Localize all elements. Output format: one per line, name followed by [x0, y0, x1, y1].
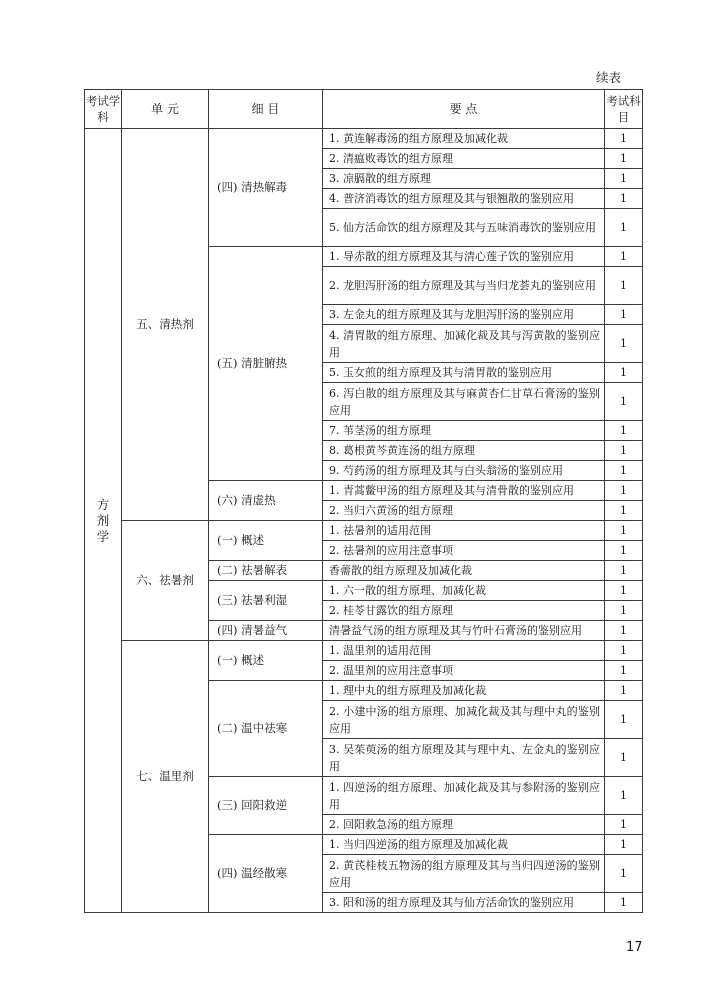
point-cell: 7. 苇茎汤的组方原理 — [323, 421, 605, 441]
header-level: 考试科目 — [605, 90, 643, 129]
point-cell: 1. 祛暑剂的适用范围 — [323, 521, 605, 541]
detail-cell: (四) 清热解毒 — [209, 129, 323, 247]
level-cell: 1 — [605, 129, 643, 149]
point-cell: 9. 芍药汤的组方原理及其与白头翁汤的鉴别应用 — [323, 461, 605, 481]
subject-cell — [85, 129, 122, 913]
point-cell: 3. 凉膈散的组方原理 — [323, 169, 605, 189]
detail-cell: (五) 清脏腑热 — [209, 247, 323, 481]
level-cell: 1 — [605, 661, 643, 681]
subject-label: 方剂学 — [96, 496, 110, 544]
point-cell: 2. 温里剂的应用注意事项 — [323, 661, 605, 681]
unit-cell: 七、温里剂 — [122, 641, 209, 913]
point-cell: 1. 导赤散的组方原理及其与清心莲子饮的鉴别应用 — [323, 247, 605, 267]
level-cell: 1 — [605, 209, 643, 247]
level-cell: 1 — [605, 601, 643, 621]
detail-cell: (二) 温中祛寒 — [209, 681, 323, 777]
header-row — [85, 90, 643, 129]
detail-cell: (一) 概述 — [209, 641, 323, 681]
level-cell: 1 — [605, 247, 643, 267]
level-cell: 1 — [605, 893, 643, 913]
detail-cell: (三) 祛暑利湿 — [209, 581, 323, 621]
header-detail: 细 目 — [209, 90, 323, 129]
point-cell: 1. 理中丸的组方原理及加减化裁 — [323, 681, 605, 701]
level-cell: 1 — [605, 421, 643, 441]
point-cell: 3. 左金丸的组方原理及其与龙胆泻肝汤的鉴别应用 — [323, 305, 605, 325]
point-cell: 8. 葛根黄芩黄连汤的组方原理 — [323, 441, 605, 461]
point-cell: 5. 玉女煎的组方原理及其与清胃散的鉴别应用 — [323, 363, 605, 383]
point-cell: 3. 阳和汤的组方原理及其与仙方活命饮的鉴别应用 — [323, 893, 605, 913]
level-cell: 1 — [605, 305, 643, 325]
syllabus-table — [84, 89, 643, 913]
level-cell: 1 — [605, 383, 643, 421]
level-cell: 1 — [605, 481, 643, 501]
level-cell: 1 — [605, 189, 643, 209]
detail-cell: (四) 清暑益气 — [209, 621, 323, 641]
point-cell: 5. 仙方活命饮的组方原理及其与五味消毒饮的鉴别应用 — [323, 209, 605, 247]
level-cell: 1 — [605, 855, 643, 893]
point-cell: 1. 当归四逆汤的组方原理及加减化裁 — [323, 835, 605, 855]
level-cell: 1 — [605, 501, 643, 521]
level-cell: 1 — [605, 701, 643, 739]
level-cell: 1 — [605, 169, 643, 189]
unit-cell: 五、清热剂 — [122, 129, 209, 521]
header-subject: 考试学科 — [85, 90, 122, 129]
level-cell: 1 — [605, 541, 643, 561]
point-cell: 2. 清瘟败毒饮的组方原理 — [323, 149, 605, 169]
point-cell: 2. 小建中汤的组方原理、加减化裁及其与理中丸的鉴别应用 — [323, 701, 605, 739]
point-cell: 2. 当归六黄汤的组方原理 — [323, 501, 605, 521]
point-cell: 1. 黄连解毒汤的组方原理及加减化裁 — [323, 129, 605, 149]
point-cell: 2. 桂苓甘露饮的组方原理 — [323, 601, 605, 621]
point-cell: 2. 黄芪桂枝五物汤的组方原理及其与当归四逆汤的鉴别应用 — [323, 855, 605, 893]
level-cell: 1 — [605, 835, 643, 855]
level-cell: 1 — [605, 325, 643, 363]
header-unit: 单 元 — [122, 90, 209, 129]
level-cell: 1 — [605, 149, 643, 169]
point-cell: 1. 青蒿鳖甲汤的组方原理及其与清骨散的鉴别应用 — [323, 481, 605, 501]
point-cell: 3. 吴茱萸汤的组方原理及其与理中丸、左金丸的鉴别应用 — [323, 739, 605, 777]
detail-cell: (二) 祛暑解表 — [209, 561, 323, 581]
point-cell: 2. 回阳救急汤的组方原理 — [323, 815, 605, 835]
detail-cell: (一) 概述 — [209, 521, 323, 561]
level-cell: 1 — [605, 621, 643, 641]
level-cell: 1 — [605, 681, 643, 701]
level-cell: 1 — [605, 561, 643, 581]
point-cell: 4. 清胃散的组方原理、加减化裁及其与泻黄散的鉴别应用 — [323, 325, 605, 363]
detail-cell: (六) 清虚热 — [209, 481, 323, 521]
point-cell: 香薷散的组方原理及加减化裁 — [323, 561, 605, 581]
level-cell: 1 — [605, 461, 643, 481]
page-number: 17 — [626, 940, 643, 955]
point-cell: 2. 祛暑剂的应用注意事项 — [323, 541, 605, 561]
table-row — [85, 521, 643, 541]
point-cell: 2. 龙胆泻肝汤的组方原理及其与当归龙荟丸的鉴别应用 — [323, 267, 605, 305]
detail-cell: (三) 回阳救逆 — [209, 777, 323, 835]
point-cell: 4. 普济消毒饮的组方原理及其与银翘散的鉴别应用 — [323, 189, 605, 209]
level-cell: 1 — [605, 441, 643, 461]
level-cell: 1 — [605, 641, 643, 661]
continued-label: 续表 — [596, 70, 622, 85]
point-cell: 1. 六一散的组方原理、加减化裁 — [323, 581, 605, 601]
level-cell: 1 — [605, 363, 643, 383]
table-row — [85, 641, 643, 661]
table-row — [85, 129, 643, 149]
level-cell: 1 — [605, 739, 643, 777]
header-points: 要 点 — [323, 90, 605, 129]
level-cell: 1 — [605, 521, 643, 541]
detail-cell: (四) 温经散寒 — [209, 835, 323, 913]
point-cell: 1. 四逆汤的组方原理、加减化裁及其与参附汤的鉴别应用 — [323, 777, 605, 815]
unit-cell: 六、祛暑剂 — [122, 521, 209, 641]
level-cell: 1 — [605, 581, 643, 601]
point-cell: 6. 泻白散的组方原理及其与麻黄杏仁甘草石膏汤的鉴别应用 — [323, 383, 605, 421]
level-cell: 1 — [605, 267, 643, 305]
level-cell: 1 — [605, 777, 643, 815]
point-cell: 清暑益气汤的组方原理及其与竹叶石膏汤的鉴别应用 — [323, 621, 605, 641]
level-cell: 1 — [605, 815, 643, 835]
point-cell: 1. 温里剂的适用范围 — [323, 641, 605, 661]
